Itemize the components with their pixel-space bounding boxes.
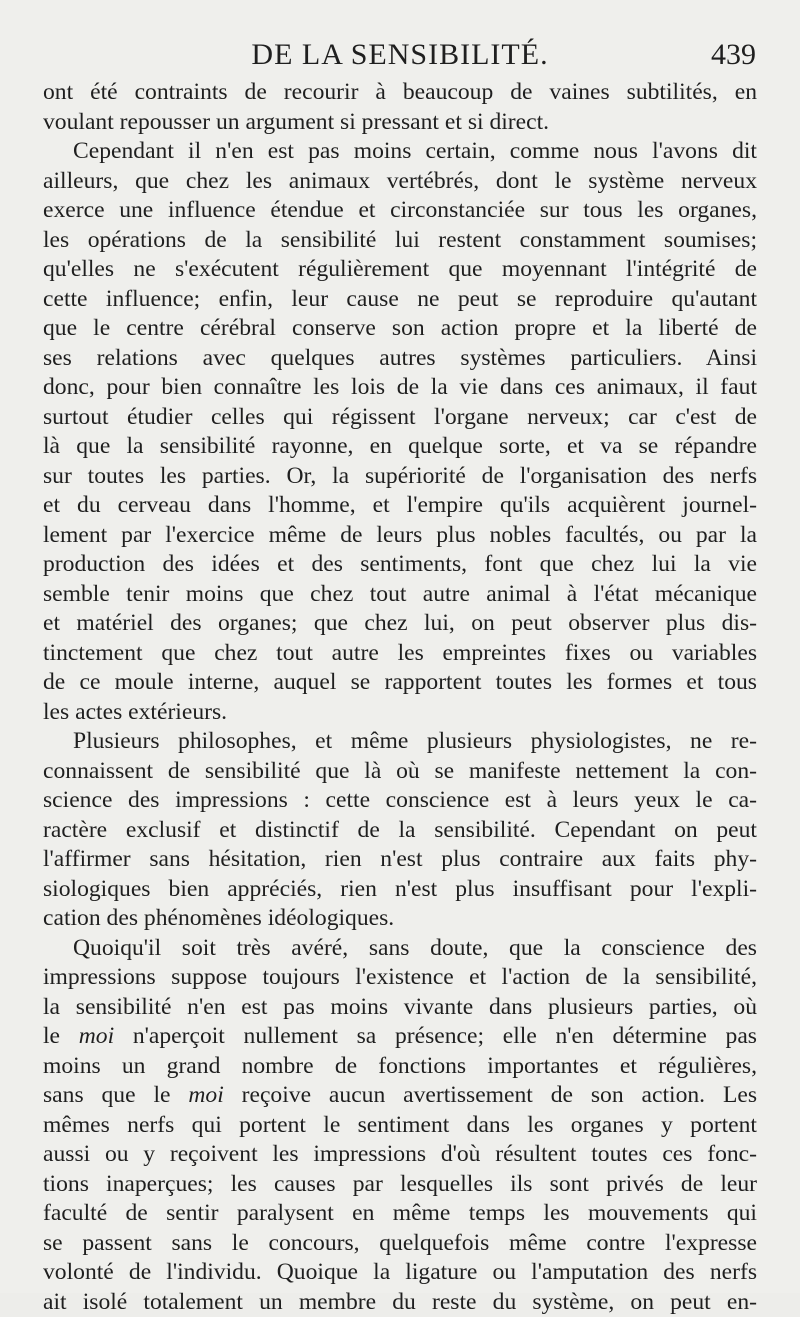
text-segment: reçoive aucun avertissement de son action. Les (224, 1082, 757, 1108)
text-line: cette influence; enfin, leur cause ne peut se reproduire qu'autant (43, 285, 757, 315)
text-line: de ce moule interne, auquel se rapportent toutes les formes et tous (43, 668, 757, 698)
text-segment: le (43, 1023, 79, 1049)
text-line: exerce une influence étendue et circonstanciée sur tous les organes, (43, 196, 757, 226)
text-line: la sensibilité n'en est pas moins vivante dans plusieurs parties, où (43, 993, 757, 1023)
text-line: science des impressions : cette conscience est à leurs yeux le ca- (43, 786, 757, 816)
text-line: ait isolé totalement un membre du reste du système, on peut en- (43, 1288, 757, 1317)
text-line: connaissent de sensibilité que là où se manifeste nettement la con- (43, 757, 757, 787)
text-line: là que la sensibilité rayonne, en quelque sorte, et va se répandre (43, 432, 757, 462)
text-line: et du cerveau dans l'homme, et l'empire qu'ils acquièrent journel- (43, 491, 757, 521)
text-line: surtout étudier celles qui régissent l'organe nerveux; car c'est de (43, 403, 757, 433)
text-line: ailleurs, que chez les animaux vertébrés, dont le système nerveux (43, 167, 757, 197)
text-line: moins un grand nombre de fonctions importantes et régulières, (43, 1052, 757, 1082)
text-line: volonté de l'individu. Quoique la ligature ou l'amputation des nerfs (43, 1258, 757, 1288)
text-line: Plusieurs philosophes, et même plusieurs physiologistes, ne re- (43, 727, 757, 757)
text-line: tinctement que chez tout autre les empreintes fixes ou variables (43, 639, 757, 669)
text-line: aussi ou y reçoivent les impressions d'où résultent toutes ces fonc- (43, 1140, 757, 1170)
text-line: Cependant il n'en est pas moins certain, comme nous l'avons dit (43, 137, 757, 167)
page-title: DE LA SENSIBILITÉ. (0, 38, 800, 72)
text-line: l'affirmer sans hésitation, rien n'est plus contraire aux faits phy- (43, 845, 757, 875)
italic-word: moi (188, 1082, 223, 1108)
text-line: ont été contraints de recourir à beaucoup de vaines subtilités, en (43, 78, 757, 108)
text-line: voulant repousser un argument si pressant et si direct. (43, 108, 757, 138)
text-line: se passent sans le concours, quelquefois même contre l'expresse (43, 1229, 757, 1259)
text-line: sur toutes les parties. Or, la supériorité de l'organisation des nerfs (43, 462, 757, 492)
text-line: production des idées et des sentiments, font que chez lui la vie (43, 550, 757, 580)
text-segment: n'aperçoit nullement sa présence; elle n'en détermine pas (114, 1023, 757, 1049)
text-line: cation des phénomènes idéologiques. (43, 904, 757, 934)
text-line: ses relations avec quelques autres systèmes particuliers. Ainsi (43, 344, 757, 374)
text-segment: sans que le (43, 1082, 188, 1108)
text-line: tions inaperçues; les causes par lesquelles ils sont privés de leur (43, 1170, 757, 1200)
body-text (43, 78, 757, 1317)
text-line (43, 1022, 757, 1052)
italic-word: moi (79, 1023, 114, 1049)
text-line: que le centre cérébral conserve son action propre et la liberté de (43, 314, 757, 344)
text-line: les opérations de la sensibilité lui restent constamment soumises; (43, 226, 757, 256)
text-line: faculté de sentir paralysent en même temps les mouvements qui (43, 1199, 757, 1229)
text-line (43, 1081, 757, 1111)
text-line: siologiques bien appréciés, rien n'est plus insuffisant pour l'expli- (43, 875, 757, 905)
running-header (0, 38, 800, 74)
text-line: lement par l'exercice même de leurs plus nobles facultés, ou par la (43, 521, 757, 551)
text-line: semble tenir moins que chez tout autre animal à l'état mécanique (43, 580, 757, 610)
text-line: ractère exclusif et distinctif de la sensibilité. Cependant on peut (43, 816, 757, 846)
text-line: donc, pour bien connaître les lois de la vie dans ces animaux, il faut (43, 373, 757, 403)
text-line: qu'elles ne s'exécutent régulièrement que moyennant l'intégrité de (43, 255, 757, 285)
page-number: 439 (711, 38, 756, 72)
text-line: Quoiqu'il soit très avéré, sans doute, que la conscience des (43, 934, 757, 964)
text-line: impressions suppose toujours l'existence et l'action de la sensibilité, (43, 963, 757, 993)
text-line: et matériel des organes; que chez lui, on peut observer plus dis- (43, 609, 757, 639)
text-line: les actes extérieurs. (43, 698, 757, 728)
text-line: mêmes nerfs qui portent le sentiment dans les organes y portent (43, 1111, 757, 1141)
